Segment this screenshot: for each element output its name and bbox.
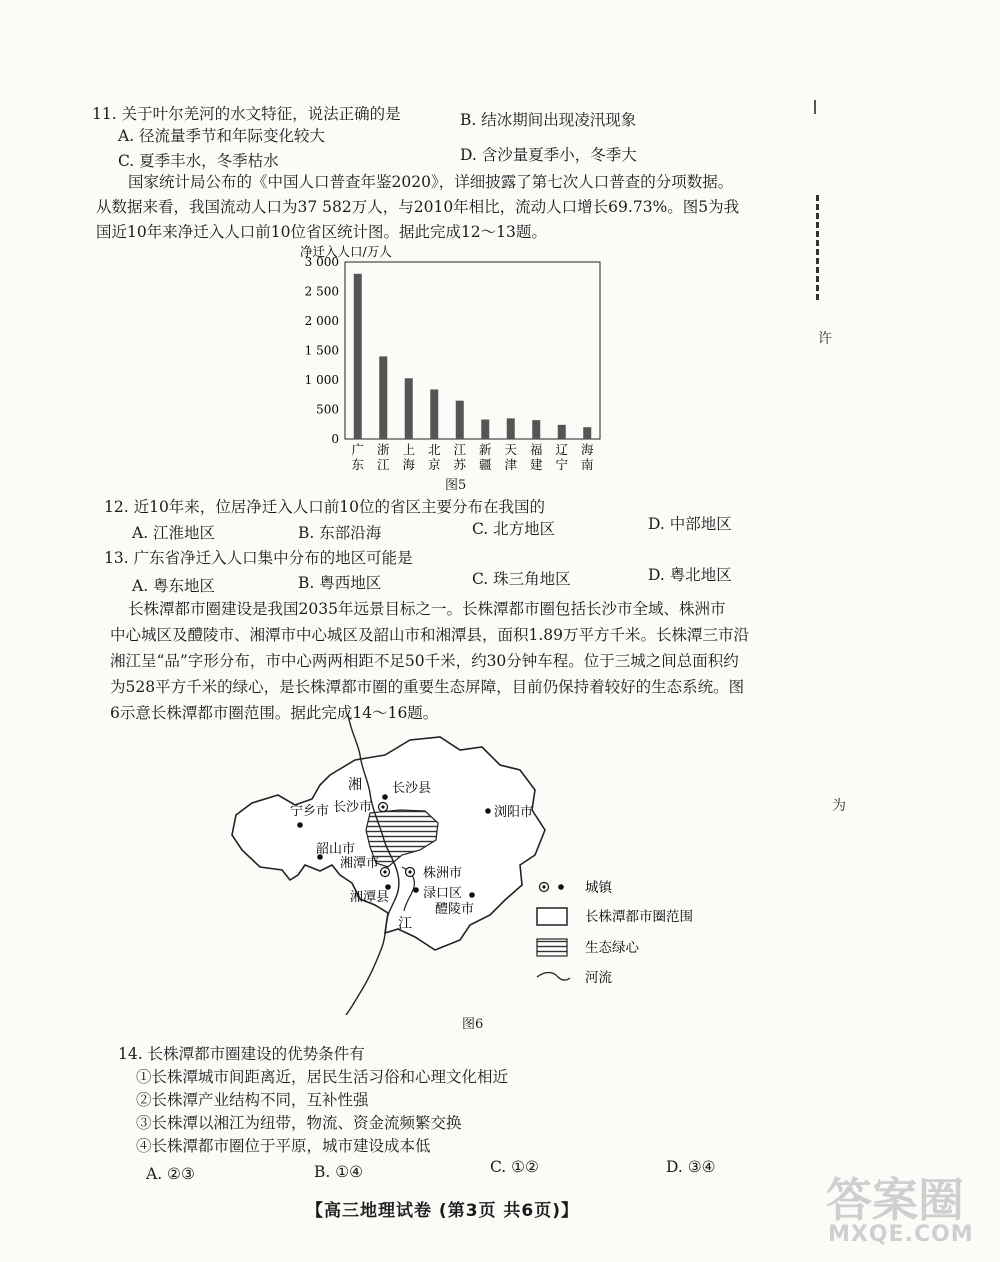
bar-5 — [481, 420, 489, 439]
legend-range-label: 长株潭都市圈范围 — [585, 909, 693, 925]
label-lukou: 渌口区 — [423, 886, 463, 901]
legend-river-label: 河流 — [585, 970, 612, 986]
bar-2 — [405, 378, 413, 439]
y-tick-label: 2 500 — [304, 284, 339, 299]
legend-river-icon — [537, 973, 570, 981]
q14-statement-2: ②长株潭产业结构不同，互补性强 — [136, 1091, 369, 1109]
page-footer: 【高三地理试卷 (第3页 共6页)】 — [306, 1201, 580, 1221]
liling-dot — [469, 892, 475, 898]
x-tick-label: 江 — [453, 442, 467, 457]
label-xiangtan-city: 湘潭市 — [340, 856, 380, 871]
figure6-caption: 图6 — [462, 1017, 484, 1032]
legend-town-label: 城镇 — [585, 880, 612, 896]
x-tick-label: 天 — [504, 442, 518, 457]
q12-option-a: A. 江淮地区 — [132, 524, 216, 542]
lukou-dot — [413, 887, 419, 893]
y-tick-label: 3 000 — [304, 255, 339, 269]
x-tick-label: 上 — [402, 442, 416, 457]
intro1-line1: 国家统计局公布的《中国人口普查年鉴2020》，详细披露了第七次人口普查的分项数据。 — [128, 173, 734, 191]
x-tick-label: 浙 — [376, 442, 390, 457]
x-tick-label: 江 — [376, 457, 390, 472]
intro1-line2: 从数据来看，我国流动人口为37 582万人，与2010年相比，流动人口增长69.73%。图5为我 — [96, 198, 740, 216]
figure6-map — [220, 715, 760, 1015]
label-jiang: 江 — [398, 916, 412, 932]
x-tick-label: 福 — [529, 442, 543, 457]
y-tick-label: 1 000 — [304, 373, 339, 387]
q12-option-c: C. 北方地区 — [472, 520, 556, 538]
label-liling: 醴陵市 — [435, 902, 475, 917]
bar-7 — [532, 420, 540, 439]
figure5-caption: 图5 — [445, 478, 467, 493]
label-shaoshan: 韶山市 — [316, 842, 356, 857]
x-tick-label: 海 — [402, 457, 416, 472]
q11-option-c: C. 夏季丰水，冬季枯水 — [118, 152, 279, 170]
intro1-line3: 国近10年来净迁入人口前10位省区统计图。据此完成12～13题。 — [96, 223, 547, 241]
q14-option-d: D. ③④ — [666, 1158, 716, 1176]
q14-option-b: B. ①④ — [314, 1163, 364, 1181]
x-tick-label: 宁 — [555, 457, 569, 472]
x-tick-label: 建 — [529, 457, 543, 472]
legend-range-icon — [537, 908, 567, 925]
q13-option-c: C. 珠三角地区 — [472, 570, 571, 588]
xiangtan-county-dot — [385, 884, 391, 890]
x-tick-label: 北 — [427, 442, 441, 457]
bar-6 — [507, 418, 515, 439]
label-changsha: 长沙市 — [333, 800, 373, 815]
x-tick-label: 辽 — [555, 442, 569, 457]
q14-statement-4: ④长株潭都市圈位于平原，城市建设成本低 — [136, 1137, 431, 1155]
y-tick-label: 2 000 — [304, 314, 339, 328]
legend-green-icon — [537, 939, 567, 956]
q13-option-d: D. 粤北地区 — [648, 566, 732, 584]
q12-option-b: B. 东部沿海 — [298, 524, 382, 542]
x-tick-label: 广 — [351, 442, 365, 457]
q14-statement-1: ①长株潭城市间距离近，居民生活习俗和心理文化相近 — [136, 1068, 509, 1086]
q14-statement-3: ③长株潭以湘江为纽带，物流、资金流频繁交换 — [136, 1114, 462, 1132]
x-tick-label: 京 — [427, 457, 441, 472]
label-ningxiang: 宁乡市 — [290, 804, 330, 819]
q13-option-b: B. 粤西地区 — [298, 574, 382, 592]
q12-option-d: D. 中部地区 — [648, 515, 732, 533]
ningxiang-dot — [297, 822, 303, 828]
binding-dashed-line — [816, 195, 822, 300]
q13-stem: 13. 广东省净迁入人口集中分布的地区可能是 — [104, 549, 413, 567]
x-tick-label: 疆 — [478, 457, 492, 472]
chart-ylabel: 净迁入人口/万人 — [300, 244, 392, 259]
bar-0 — [354, 274, 362, 439]
edge-char-xu: 许 — [818, 331, 832, 347]
q13-option-a: A. 粤东地区 — [132, 577, 216, 595]
watermark-logo: 答案圈 — [826, 1173, 964, 1227]
label-zhuzhou: 株洲市 — [423, 866, 463, 881]
edge-char-wei: 为 — [832, 798, 846, 814]
intro2-line4: 为528平方千米的绿心，是长株潭都市圈的重要生态屏障，目前仍保持着较好的生态系统。图 — [110, 678, 745, 696]
q14-option-c: C. ①② — [490, 1158, 539, 1176]
y-tick-label: 500 — [316, 402, 339, 417]
bar-1 — [379, 356, 387, 439]
label-xiang: 湘 — [348, 777, 362, 793]
q14-option-a: A. ②③ — [146, 1165, 195, 1183]
intro2-line5: 6示意长株潭都市圈范围。据此完成14～16题。 — [110, 704, 439, 722]
label-xiangtan-county: 湘潭县 — [350, 890, 390, 905]
bar-9 — [583, 427, 591, 439]
x-tick-label: 新 — [478, 442, 492, 457]
watermark-url: MXQE.COM — [828, 1222, 974, 1247]
q11-option-d: D. 含沙量夏季小，冬季大 — [460, 146, 637, 164]
x-tick-label: 苏 — [453, 457, 467, 472]
bar-3 — [430, 389, 438, 439]
intro2-line1: 长株潭都市圈建设是我国2035年远景目标之一。长株潭都市圈包括长沙市全域、株洲市 — [128, 600, 726, 618]
legend-green-label: 生态绿心 — [585, 940, 639, 956]
intro2-line2: 中心城区及醴陵市、湘潭市中心城区及韶山市和湘潭县，面积1.89万平方千米。长株潭三市沿 — [110, 626, 750, 644]
edge-mark — [814, 100, 816, 114]
y-tick-label: 0 — [331, 432, 339, 446]
x-tick-label: 津 — [504, 457, 518, 472]
label-liuyang: 浏阳市 — [494, 805, 534, 820]
bar-8 — [558, 425, 566, 439]
changsha-county-dot — [382, 794, 388, 800]
q12-stem: 12. 近10年来，位居净迁入人口前10位的省区主要分布在我国的 — [104, 498, 546, 516]
q14-stem: 14. 长株潭都市圈建设的优势条件有 — [118, 1045, 365, 1063]
liuyang-dot — [485, 808, 491, 814]
label-changsha-county: 长沙县 — [392, 781, 432, 796]
y-tick-label: 1 500 — [304, 343, 339, 358]
intro2-line3: 湘江呈“品”字形分布，市中心两两相距不足50千米，约30分钟车程。位于三城之间总面积约 — [110, 652, 739, 670]
x-tick-label: 东 — [351, 457, 365, 472]
x-tick-label: 南 — [580, 457, 594, 472]
q11-option-b: B. 结冰期间出现凌汛现象 — [460, 111, 637, 129]
x-tick-label: 海 — [580, 442, 594, 457]
q11-stem: 11. 关于叶尔羌河的水文特征，说法正确的是 — [92, 105, 401, 123]
legend-town-dot-icon — [558, 884, 564, 890]
bar-4 — [456, 401, 464, 439]
q11-option-a: A. 径流量季节和年际变化较大 — [118, 127, 326, 145]
figure5-bar-chart — [290, 242, 620, 487]
